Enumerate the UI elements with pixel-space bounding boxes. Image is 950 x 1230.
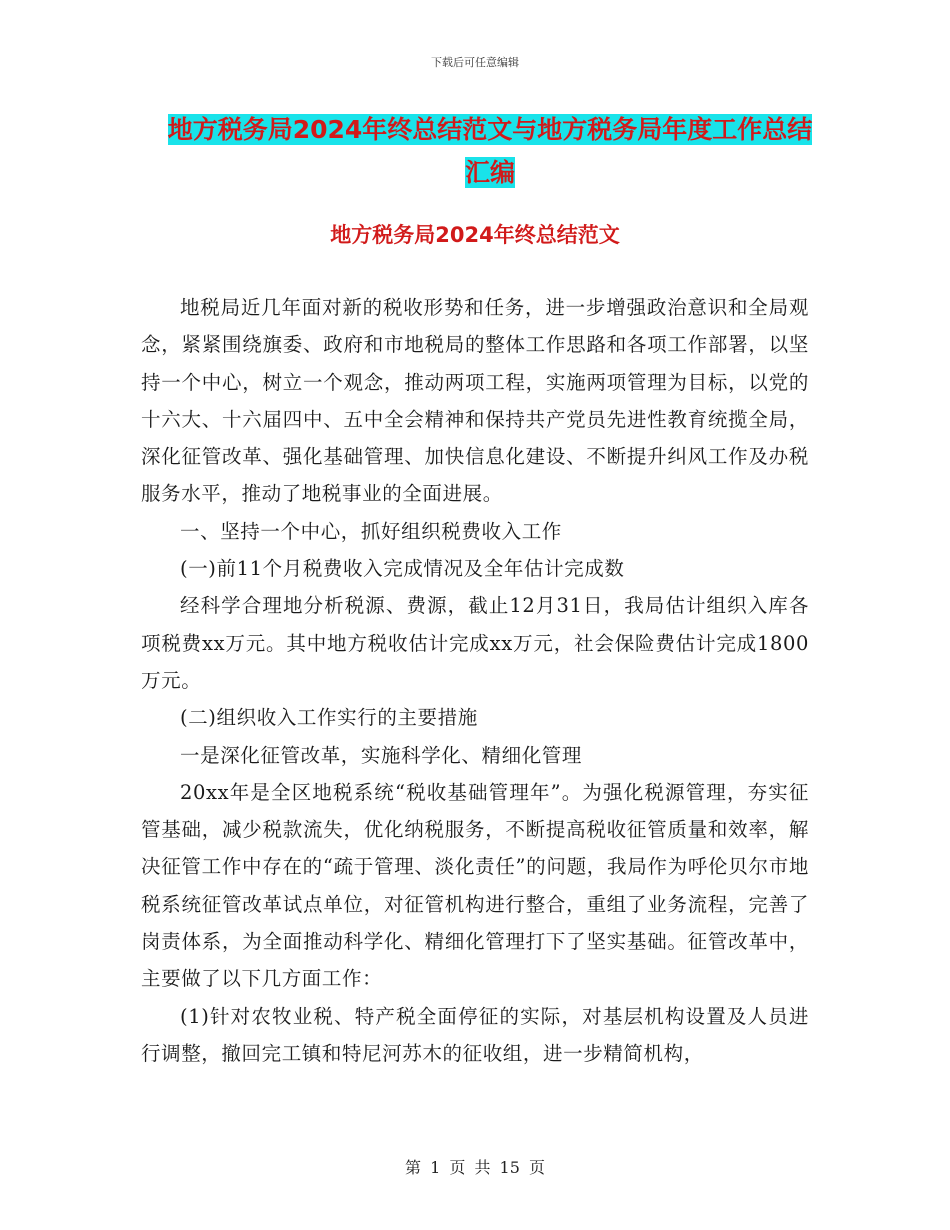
paragraph: (一)前11个月税费收入完成情况及全年估计完成数: [180, 557, 625, 581]
document-body: [141, 289, 809, 1072]
paragraph: 一是深化征管改革，实施科学化、精细化管理: [180, 743, 583, 767]
document-title-text: 地方税务局2024年终总结范文与地方税务局年度工作总结汇编: [167, 115, 813, 187]
section-title: 地方税务局2024年终总结范文: [330, 223, 620, 247]
paragraph: 地税局近几年面对新的税收形势和任务，进一步增强政治意识和全局观念，紧紧围绕旗委、政府和市地税局的整体工作思路和各项工作部署，以坚持一个中心，树立一个观念，推动两项工程，实施两项管理为目标，以党的十六大、十六届四中、五中全会精神和保持共产党员先进性教育统揽全局，深化征管改革、强化基础管理、加快信息化建设、不断提升纠风工作及办税服务水平，推动了地税事业的全面进展。: [141, 296, 809, 506]
paragraph: 一、坚持一个中心，抓好组织税费收入工作: [180, 519, 562, 543]
document-title: [160, 108, 820, 194]
paragraph: (二)组织收入工作实行的主要措施: [180, 706, 478, 730]
page-footer: 第 1 页 共 15 页: [405, 1158, 545, 1177]
paragraph: 经科学合理地分析税源、费源，截止12月31日，我局估计组织入库各项税费xx万元。其中地方税收估计完成xx万元，社会保险费估计完成1800万元。: [141, 594, 809, 692]
header-note: 下载后可任意编辑: [431, 56, 519, 69]
paragraph: (1)针对农牧业税、特产税全面停征的实际，对基层机构设置及人员进行调整，撤回完工镇和特尼河苏木的征收组，进一步精简机构，: [141, 1004, 809, 1065]
paragraph: 20xx年是全区地税系统“税收基础管理年”。为强化税源管理，夯实征管基础，减少税款流失，优化纳税服务，不断提高税收征管质量和效率，解决征管工作中存在的“疏于管理、淡化责任”的问题，我局作为呼伦贝尔市地税系统征管改革试点单位，对征管机构进行整合，重组了业务流程，完善了岗责体系，为全面推动科学化、精细化管理打下了坚实基础。征管改革中，主要做了以下几方面工作：: [141, 780, 809, 991]
